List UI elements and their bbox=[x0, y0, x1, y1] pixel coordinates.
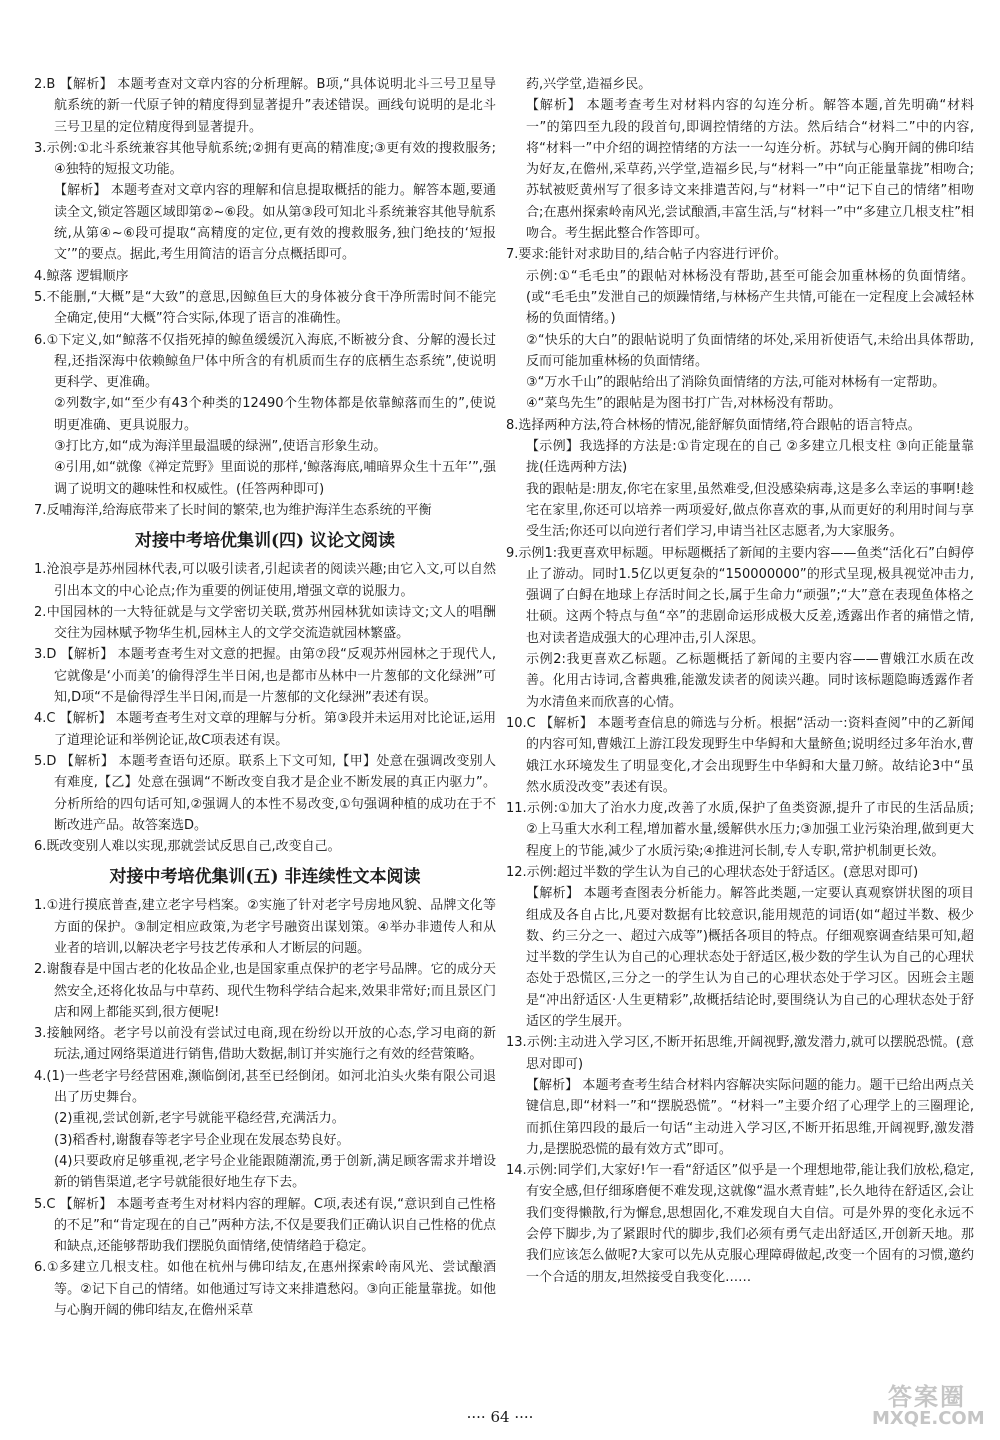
answer-paragraph: 【示例】我选择的方法是:①肯定现在的自己 ②多建立几根支柱 ③向正能量靠拢(任选两种方法) bbox=[526, 439, 974, 476]
page-number-text: 64 bbox=[490, 1408, 510, 1426]
answer-paragraph: ③“万水千山”的跟帖给出了消除负面情绪的方法,可能对林杨有一定帮助。 bbox=[526, 375, 946, 391]
watermark-logo bbox=[872, 1383, 985, 1434]
answer-item: 13.示例:主动进入学习区,不断开拓思维,开阔视野,激发潜力,就可以摆脱恐慌。(意思对即可) bbox=[506, 1035, 974, 1072]
answer-paragraph: 【解析】 本题考查考生对材料内容的勾连分析。解答本题,首先明确“材料一”的第四至九段的段首句,即调控情绪的方法。然后结合“材料二”中的内容,将“材料一”中介绍的调控情绪的方法一一勾连分析。苏轼与心胸开阔的佛印结为好友,在儋州,采草药,兴学堂,造福乡民,与“材料一”中“向正能量靠拢”相吻合;苏轼被贬黄州写了很多诗文来排遣苦闷,与“材料一”中“记下自己的情绪”相吻合;在惠州探索岭南风光,尝试酿酒,丰富生活,与“材料一”中“多建立几根支柱”相吻合。考生据此整合作答即可。 bbox=[526, 98, 974, 242]
answer-item: 4.鲸落 逻辑顺序 bbox=[34, 268, 129, 284]
answer-item: 9.示例1:我更喜欢甲标题。甲标题概括了新闻的主要内容——鱼类“活化石”白鲟停止了游动。同时1.5亿以更复杂的“150000000”的形式呈现,极具视觉冲击力,强调了白鲟在地球上存活时间之长,属于生命力“顽强”;“大”意在表现鱼体格之壮硕。这两个特点与鱼“卒”的悲剧命运形成极大反差,透露出作者的痛惜之情,也对读者造成强大的心理冲击,引人深思。 bbox=[506, 545, 974, 646]
answer-paragraph: ②“快乐的大白”的跟帖说明了负面情绪的坏处,采用祈使语气,未给出具体帮助,反而可能加重林杨的负面情绪。 bbox=[526, 332, 974, 369]
answer-paragraph: 我的跟帖是:朋友,你宅在家里,虽然难受,但没感染病毒,这是多么幸运的事啊!趁宅在家里,你还可以培养一两项爱好,做点你喜欢的事,从而更好的利用时间与享受生活;你还可以向逆行者们学习,申请当社区志愿者,为大家服务。 bbox=[526, 481, 974, 540]
answer-paragraph: 示例2:我更喜欢乙标题。乙标题概括了新闻的主要内容——曹娥江水质在改善。化用古诗词,含蓄典雅,能激发读者的阅读兴趣。同时该标题隐晦透露作者为水清鱼来而欣喜的心情。 bbox=[526, 652, 974, 710]
answer-item: 11.示例:①加大了治水力度,改善了水质,保护了鱼类资源,提升了市民的生活品质;②上马重大水利工程,增加蓄水量,缓解供水压力;③加强工业污染治理,做到更大程度上的节能,减少了水质污染;④推进河长制,专人专职,常护机制更长效。 bbox=[506, 801, 974, 859]
right-column bbox=[506, 74, 974, 1288]
answer-item: 1.沧浪亭是苏州园林代表,可以吸引读者,引起读者的阅读兴趣;由它入文,可以自然引出本文的中心论点;作为重要的例证使用,增强文章的说服力。 bbox=[34, 562, 496, 599]
answer-item: 2.谢馥春是中国古老的化妆品企业,也是国家重点保护的老字号品牌。它的成分天然安全,还将化妆品与中草药、现代生物科学结合起来,效果非常好;而且景区门店和网上都能买到,很方便呢! bbox=[34, 962, 496, 1020]
watermark-url: MXQE.COM bbox=[872, 1408, 985, 1429]
answer-item: 14.示例:同学们,大家好!乍一看“舒适区”似乎是一个理想地带,能让我们放松,稳定,有安全感,但仔细琢磨便不难发现,这就像“温水煮青蛙”,长久地待在舒适区,会让我们变得懒散,行为懈怠,思想固化,不难发现自大自信。可是外界的变化永远不会停下脚步,为了紧跟时代的脚步,我们必须有勇气走出舒适区,开创新天地。那我们应该怎么做呢?大家可以先从克服心理障碍做起,改变一个固有的习惯,邀约一个合适的朋友,坦然接受自我变化…… bbox=[506, 1163, 974, 1285]
answer-paragraph: (2)重视,尝试创新,老字号就能平稳经营,充满活力。 bbox=[54, 1111, 345, 1127]
answer-item: 4.C 【解析】 本题考查考生对文章的理解与分析。第③段并未运用对比论证,运用了道理论证和举例论证,故C项表述有误。 bbox=[34, 711, 496, 748]
answer-item: 8.选择两种方法,符合林杨的情况,能舒解负面情绪,符合跟帖的语言特点。 bbox=[506, 417, 921, 433]
answer-item: 3.示例:①北斗系统兼容其他导航系统;②拥有更高的精准度;③更有效的搜救服务;④独特的短报文功能。 bbox=[34, 140, 496, 178]
answer-paragraph: ④引用,如“就像《禅定荒野》里面说的那样,‘鲸落海底,哺暗界众生十五年’”,强调了说明文的趣味性和权威性。(任答两种即可) bbox=[54, 460, 496, 497]
left-column bbox=[34, 74, 496, 1321]
answer-item: 3.接触网络。老字号以前没有尝试过电商,现在纷纷以开放的心态,学习电商的新玩法,通过网络渠道进行销售,借助大数据,制订并实施行之有效的经营策略。 bbox=[34, 1026, 496, 1063]
section-title: 对接中考培优集训(四) 议论文阅读 bbox=[134, 531, 395, 552]
answer-item: 6.①多建立几根支柱。如他在杭州与佛印结友,在惠州探索岭南风光、尝试酿酒等。②记下自己的情绪。如他通过写诗文来排遣愁闷。③向正能量靠拢。如他与心胸开阔的佛印结友,在儋州采草 bbox=[34, 1260, 496, 1319]
answer-item: 1.①进行摸底普查,建立老字号档案。②实施了针对老字号房地风貌、品牌文化等方面的保护。③制定相应政策,为老字号融资出谋划策。④举办非遗传人和从业者的培训,以解决老字号技艺传承和人才断层的问题。 bbox=[34, 898, 496, 956]
answer-item: 6.①下定义,如“鲸落不仅指死掉的鲸鱼缓缓沉入海底,不断被分食、分解的漫长过程,还指深海中依赖鲸鱼尸体中所含的有机质而生存的底栖生态系统”,使说明更科学、更准确。 bbox=[34, 332, 496, 391]
answer-item: 2.中国园林的一大特征就是与文学密切关联,赏苏州园林犹如读诗文;文人的唱酬交往为园林赋予物华生机,园林主人的文学交流造就园林繁盛。 bbox=[34, 604, 496, 642]
answer-paragraph: ③打比方,如“成为海洋里最温暖的绿洲”,使语言形象生动。 bbox=[54, 439, 387, 455]
answer-paragraph: 【解析】 本题考查对文章内容的理解和信息提取概括的能力。解答本题,要通读全文,锁定答题区域即第②~⑥段。如从第③段可知北斗系统兼容其他导航系统,从第④~⑥段可提取“高精度的定位,更有效的搜救服务,独门绝技的‘短报文’”的要点。据此,考生用简洁的语言分点概括即可。 bbox=[54, 183, 496, 263]
answer-paragraph: ②列数字,如“至少有43个种类的12490个生物体都是依靠鲸落而生的”,使说明更准确、更具说服力。 bbox=[54, 396, 496, 433]
answer-paragraph: 【解析】 本题考查考生结合材料内容解决实际问题的能力。题干已给出两点关键信息,即“材料一”和“摆脱恐慌”。“材料一”主要介绍了心理学上的三圈理论,而抓住第四段的最后一句话“主动进入学习区,不断开拓思维,开阔视野,激发潜力,是摆脱恐慌的最有效方式”即可。 bbox=[526, 1077, 974, 1157]
answer-paragraph: (3)稻香村,谢馥春等老字号企业现在发展态势良好。 bbox=[54, 1132, 350, 1148]
page-number bbox=[0, 1408, 1000, 1426]
answer-paragraph: ④“菜鸟先生”的跟帖是为图书打广告,对林杨没有帮助。 bbox=[526, 396, 842, 412]
answer-item: 12.示例:超过半数的学生认为自己的心理状态处于舒适区。(意思对即可) bbox=[506, 864, 919, 880]
answer-paragraph: 【解析】 本题考查图表分析能力。解答此类题,一定要认真观察饼状图的项目组成及各自占比,凡要对数据有比较意识,能用规范的词语(如“超过半数、极少数、约三分之一、超过六成等”)概括各项目的特点。仔细观察调查结果可知,超过半数的学生认为自己的心理状态处于舒适区,极少数的学生认为自己的心理状态处于恐慌区,三分之一的学生认为自己的心理状态处于学习区。因班会主题是“冲出舒适区·人生更精彩”,故概括结论时,要围绕认为自己的心理状态处于舒适区的学生展开。 bbox=[526, 886, 974, 1030]
answer-item: 6.既改变别人难以实现,那就尝试反思自己,改变自己。 bbox=[34, 839, 341, 855]
answer-paragraph: (4)只要政府足够重视,老字号企业能跟随潮流,勇于创新,满足顾客需求并增设新的销售渠道,老字号就能很好地生存下去。 bbox=[54, 1153, 496, 1191]
answer-item: 7.要求:能针对求助目的,结合帖子内容进行评价。 bbox=[506, 247, 787, 263]
answer-paragraph: 示例:①“毛毛虫”的跟帖对林杨没有帮助,甚至可能会加重林杨的负面情绪。(或“毛毛虫”发泄自己的烦躁情绪,与林杨产生共情,可能在一定程度上会减轻林杨的负面情绪。) bbox=[526, 268, 974, 327]
section-title: 对接中考培优集训(五) 非连续性文本阅读 bbox=[109, 867, 421, 888]
answer-item: 5.D 【解析】 本题考查语句还原。联系上下文可知,【甲】处意在强调改变别人有难度,【乙】处意在强调“不断改变自我才是企业不断发展的真正内驱力”。分析所给的四句话可知,②强调人的本性不易改变,①句强调种植的成功在于不断改进产品。故答案选D。 bbox=[34, 753, 496, 833]
page-number-dash-right: ···· bbox=[509, 1408, 534, 1426]
watermark-text: 答案圈 bbox=[888, 1383, 966, 1411]
answer-item: 10.C 【解析】 本题考查信息的筛选与分析。根据“活动一:资料查阅”中的乙新闻的内容可知,曹娥江上游江段发现野生中华鲟和大量鲚鱼;说明经过多年治水,曹娥江水环境发生了明显变化,才会出现野生中华鲟和大量刀鲚。故结论3中“虽然水质没改变”表述有误。 bbox=[506, 715, 974, 795]
answer-item: 4.(1)一些老字号经营困难,濒临倒闭,甚至已经倒闭。如河北泊头火柴有限公司退出了历史舞台。 bbox=[34, 1068, 496, 1106]
answer-item: 5.C 【解析】 本题考查考生对材料内容的理解。C项,表述有误,“意识到自己性格的不足”和“肯定现在的自己”两种方法,不仅是要我们正确认识自己性格的优点和缺点,还能够帮助我们摆脱负面情绪,使情绪趋于稳定。 bbox=[34, 1196, 496, 1255]
page-number-dash-left: ···· bbox=[466, 1408, 491, 1426]
answer-paragraph: 药,兴学堂,造福乡民。 bbox=[526, 77, 652, 92]
answer-item: 3.D 【解析】 本题考查考生对文意的把握。由第⑦段“反观苏州园林之于现代人,它就像是‘小而美’的偷得浮生半日闲,也是都市丛林中一片葱郁的文化绿洲”可知,D项“不是偷得浮生半日闲,而是一片葱郁的文化绿洲”表述有误。 bbox=[34, 647, 496, 706]
answer-item: 7.反哺海洋,给海底带来了长时间的繁荣,也为维护海洋生态系统的平衡 bbox=[34, 502, 432, 518]
answer-item: 2.B 【解析】 本题考查对文章内容的分析理解。B项,“具体说明北斗三号卫星导航系统的新一代原子钟的精度得到显著提升”表述错误。画线句说明的是北斗三号卫星的定位精度得到显著提升。 bbox=[34, 77, 496, 135]
answer-item: 5.不能删,“大概”是“大致”的意思,因鲸鱼巨大的身体被分食干净所需时间不能完全确定,使用“大概”符合实际,体现了语言的准确性。 bbox=[34, 289, 496, 327]
